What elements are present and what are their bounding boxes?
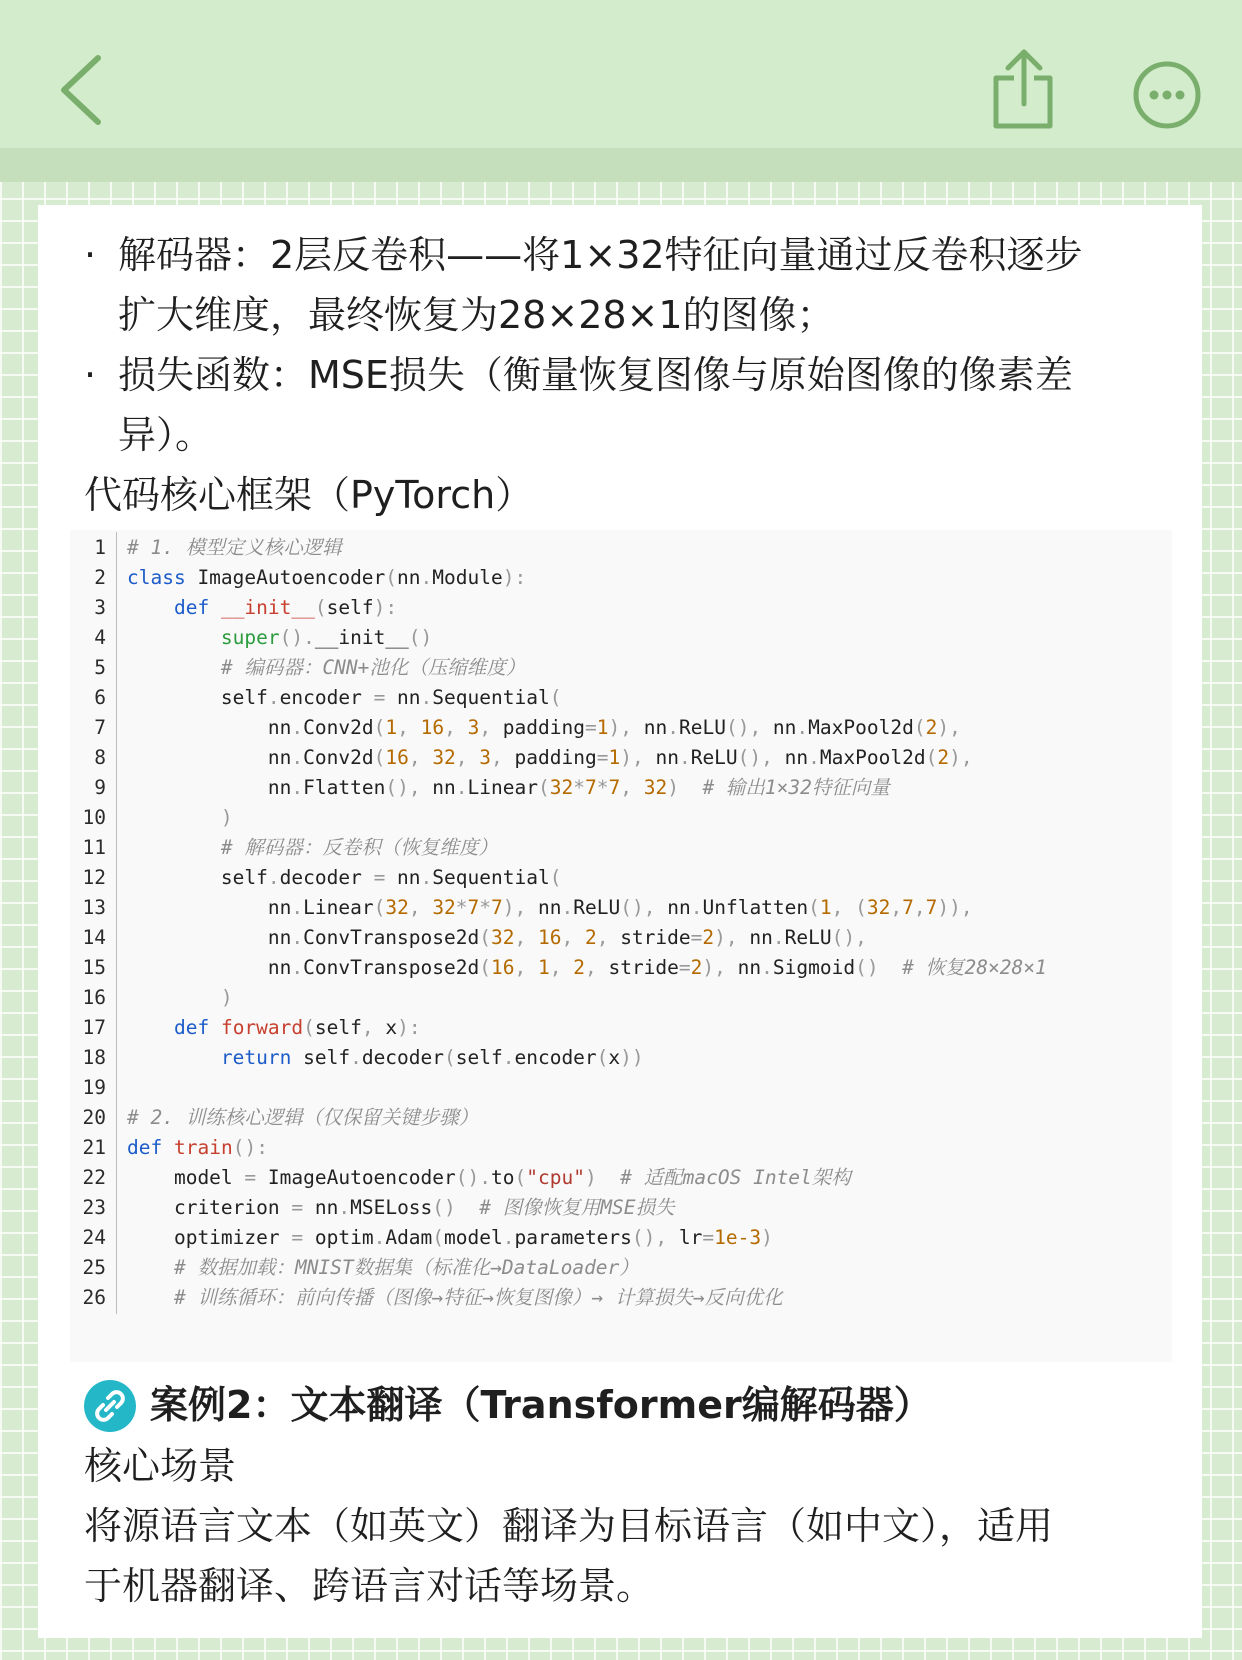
bullet-decoder <box>84 225 1083 285</box>
code-line <box>70 922 867 954</box>
code-text: class ImageAutoencoder(nn.Module): <box>127 566 527 589</box>
line-number: 12 <box>70 862 117 894</box>
bullet-loss <box>84 345 1073 405</box>
code-line <box>70 1192 674 1224</box>
line-number: 18 <box>70 1042 117 1074</box>
description-line1: 将源语言文本（如英文）翻译为目标语言（如中文），适用 <box>84 1504 1054 1548</box>
line-number: 20 <box>70 1102 117 1134</box>
line-number: 8 <box>70 742 117 774</box>
code-line <box>70 1132 268 1164</box>
line-number: 23 <box>70 1192 117 1224</box>
code-text: return self.decoder(self.encoder(x)) <box>220 1046 644 1069</box>
line-number: 17 <box>70 1012 117 1044</box>
code-line <box>70 652 525 684</box>
link-icon <box>84 1380 136 1432</box>
note-card <box>38 205 1202 1638</box>
case-heading: 案例2：文本翻译（Transformer编解码器） <box>150 1383 932 1427</box>
code-line <box>70 1102 478 1134</box>
code-line <box>70 532 342 564</box>
line-number: 13 <box>70 892 117 924</box>
code-line <box>70 1012 421 1044</box>
line-number: 10 <box>70 802 117 834</box>
code-line <box>70 862 561 894</box>
code-text: nn.Conv2d(1, 16, 3, padding=1), nn.ReLU(), nn.MaxPool2d(2), <box>127 716 961 739</box>
code-line <box>70 772 890 804</box>
more-icon <box>1130 58 1230 158</box>
code-text: model = ImageAutoencoder().to("cpu") # 适配macOS Intel架构 <box>127 1166 851 1189</box>
code-text: # 编码器：CNN+池化（压缩维度） <box>220 656 526 679</box>
line-number: 21 <box>70 1132 117 1164</box>
code-text: nn.Conv2d(16, 32, 3, padding=1), nn.ReLU(), nn.MaxPool2d(2), <box>127 746 973 769</box>
code-line <box>70 892 973 924</box>
code-text: def train(): <box>127 1136 268 1159</box>
line-number: 25 <box>70 1252 117 1284</box>
code-text: ) <box>220 806 233 829</box>
code-line <box>70 562 526 594</box>
code-text: # 训练循环：前向传播（图像→特征→恢复图像）→ 计算损失→反向优化 <box>173 1286 783 1309</box>
line-number: 3 <box>70 592 117 624</box>
code-line <box>70 832 498 864</box>
code-text: nn.ConvTranspose2d(32, 16, 2, stride=2), nn.ReLU(), <box>127 926 867 949</box>
code-line <box>70 742 973 774</box>
chevron-left-icon <box>52 48 112 132</box>
section-title: 代码核心框架（PyTorch） <box>84 473 534 517</box>
code-line <box>70 982 233 1014</box>
line-number: 2 <box>70 562 117 594</box>
code-line <box>70 682 561 714</box>
code-text: criterion = nn.MSELoss() # 图像恢复用MSE损失 <box>127 1196 675 1219</box>
bullet-loss-line1: 损失函数：MSE损失（衡量恢复图像与原始图像的像素差 <box>118 353 1073 397</box>
line-number: 11 <box>70 832 117 864</box>
code-line <box>70 1222 773 1254</box>
code-line <box>70 1252 639 1284</box>
code-line <box>70 1042 644 1074</box>
code-line <box>70 712 961 744</box>
more-button[interactable] <box>1130 58 1230 158</box>
code-line <box>70 1282 783 1314</box>
code-line <box>70 802 233 834</box>
code-text: self.decoder = nn.Sequential( <box>127 866 562 889</box>
line-number: 15 <box>70 952 117 984</box>
code-text: nn.Linear(32, 32*7*7), nn.ReLU(), nn.Unflatten(1, (32,7,7)), <box>127 896 973 919</box>
line-number: 1 <box>70 532 117 564</box>
code-text: def __init__(self): <box>173 596 398 619</box>
share-button[interactable] <box>990 46 1062 132</box>
code-line <box>70 1162 851 1194</box>
code-line <box>70 622 432 654</box>
nav-divider <box>0 148 1242 182</box>
code-text: # 1. 模型定义核心逻辑 <box>127 536 342 559</box>
line-number: 7 <box>70 712 117 744</box>
line-number: 14 <box>70 922 117 954</box>
line-number: 24 <box>70 1222 117 1254</box>
code-text: def forward(self, x): <box>173 1016 421 1039</box>
line-number: 26 <box>70 1282 117 1314</box>
share-icon <box>990 46 1062 132</box>
code-text: self.encoder = nn.Sequential( <box>127 686 562 709</box>
code-text: optimizer = optim.Adam(model.parameters(), lr=1e-3) <box>127 1226 773 1249</box>
code-block[interactable] <box>70 530 1172 1362</box>
code-line <box>70 592 397 624</box>
line-number: 5 <box>70 652 117 684</box>
code-text: nn.ConvTranspose2d(16, 1, 2, stride=2), nn.Sigmoid() # 恢复28×28×1 <box>127 956 1047 979</box>
bullet-decoder-line2: 扩大维度，最终恢复为28×28×1的图像； <box>118 293 835 337</box>
bullet-loss-line2: 异）。 <box>118 413 214 457</box>
line-number: 4 <box>70 622 117 654</box>
code-text: # 2. 训练核心逻辑（仅保留关键步骤） <box>127 1106 479 1129</box>
code-text: # 解码器：反卷积（恢复维度） <box>220 836 498 859</box>
bullet-decoder-line1: 解码器：2层反卷积——将1×32特征向量通过反卷积逐步 <box>118 233 1083 277</box>
code-text: nn.Flatten(), nn.Linear(32*7*7, 32) # 输出1×32特征向量 <box>127 776 890 799</box>
core-scene-label: 核心场景 <box>84 1444 237 1488</box>
code-line <box>70 1072 127 1104</box>
top-nav-bar <box>0 0 1242 148</box>
code-line <box>70 952 1047 984</box>
bullet-dot: · <box>84 353 97 397</box>
line-number: 19 <box>70 1072 117 1104</box>
description-line2: 于机器翻译、跨语言对话等场景。 <box>84 1564 655 1608</box>
line-number: 9 <box>70 772 117 804</box>
back-button[interactable] <box>52 48 112 132</box>
bullet-dot: · <box>84 233 97 277</box>
code-text: super().__init__() <box>220 626 433 649</box>
line-number: 22 <box>70 1162 117 1194</box>
line-number: 16 <box>70 982 117 1014</box>
code-text: # 数据加载：MNIST数据集（标准化→DataLoader） <box>173 1256 639 1279</box>
code-text: ) <box>220 986 233 1009</box>
line-number: 6 <box>70 682 117 714</box>
